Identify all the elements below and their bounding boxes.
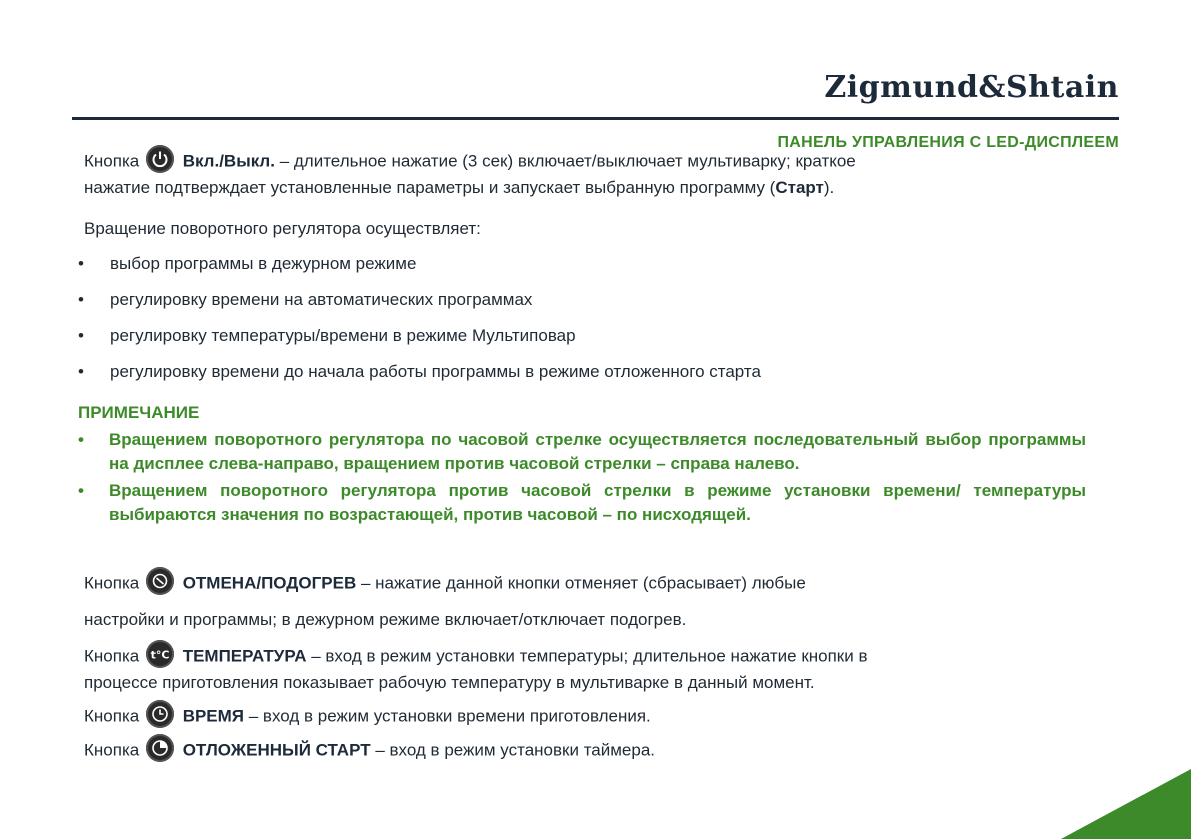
time-label: ВРЕМЯ (182, 706, 245, 726)
header-divider (72, 117, 1119, 120)
cancel-prefix: Кнопка (84, 573, 140, 593)
delayed-text-1: – вход в режим установки таймера. (370, 740, 656, 760)
power-icon (146, 145, 174, 173)
list-item: • выбор программы в дежурном режиме (78, 252, 761, 288)
temperature-icon (146, 640, 174, 668)
delayed-label: ОТЛОЖЕННЫЙ СТАРТ (182, 740, 371, 760)
list-item: • регулировку температуры/времени в режиме Мультиповар (78, 324, 761, 360)
power-paragraph (84, 148, 1084, 200)
rotary-list (78, 252, 761, 396)
rotary-intro: Вращение поворотного регулятора осуществляет: (84, 219, 481, 238)
cancel-text-1: – нажатие данной кнопки отменяет (сбрасывает) любые (356, 573, 806, 593)
svg-text:t°C: t°C (150, 648, 170, 662)
clock-icon (146, 700, 174, 728)
cancel-icon (146, 567, 174, 595)
temperature-text-1: – вход в режим установки температуры; длительное нажатие кнопки в (306, 646, 868, 666)
power-label: Вкл./Выкл. (182, 151, 275, 171)
temperature-paragraph (84, 643, 1084, 695)
power-text-2: нажатие подтверждает установленные параметры и запускает выбранную программу ( (84, 178, 776, 197)
list-item: • регулировку времени до начала работы программы в режиме отложенного старта (78, 360, 761, 396)
brand-logo: Zigmund&Shtain (824, 70, 1119, 105)
cancel-text-2: настройки и программы; в дежурном режиме включает/отключает подогрев. (84, 610, 687, 629)
start-label: Старт (775, 178, 824, 197)
timer-icon (146, 734, 174, 762)
power-prefix: Кнопка (84, 151, 140, 171)
cancel-label: ОТМЕНА/ПОДОГРЕВ (182, 573, 357, 593)
delayed-prefix: Кнопка (84, 740, 140, 760)
power-text-3: ). (823, 178, 835, 197)
delayed-paragraph (84, 737, 1084, 765)
temperature-label: ТЕМПЕРАТУРА (182, 646, 307, 666)
time-prefix: Кнопка (84, 706, 140, 726)
list-item: • регулировку времени на автоматических программах (78, 288, 761, 324)
section-title: ПАНЕЛЬ УПРАВЛЕНИЯ С LED-ДИСПЛЕЕМ (777, 134, 1119, 151)
cancel-paragraph (84, 570, 1084, 632)
note-list (78, 428, 1086, 530)
temperature-prefix: Кнопка (84, 646, 140, 666)
note-title: ПРИМЕЧАНИЕ (78, 403, 200, 422)
time-paragraph (84, 703, 1084, 731)
corner-decoration (1061, 769, 1191, 839)
power-text-1: – длительное нажатие (3 сек) включает/выключает мультиварку; краткое (274, 151, 856, 171)
temperature-text-2: процессе приготовления показывает рабочую температуру в мультиварке в данный момент. (84, 673, 815, 692)
time-text-1: – вход в режим установки времени приготовления. (244, 706, 651, 726)
note-item: • Вращением поворотного регулятора против часовой стрелки в режиме установки времени/ температуры выбираются значения по возрастающей, против часовой – по нисходящей. (78, 479, 1086, 527)
note-item: • Вращением поворотного регулятора по часовой стрелке осуществляется последовательный выбор программы на дисплее слева-направо, вращением против часовой стрелки – справа налево. (78, 428, 1086, 476)
